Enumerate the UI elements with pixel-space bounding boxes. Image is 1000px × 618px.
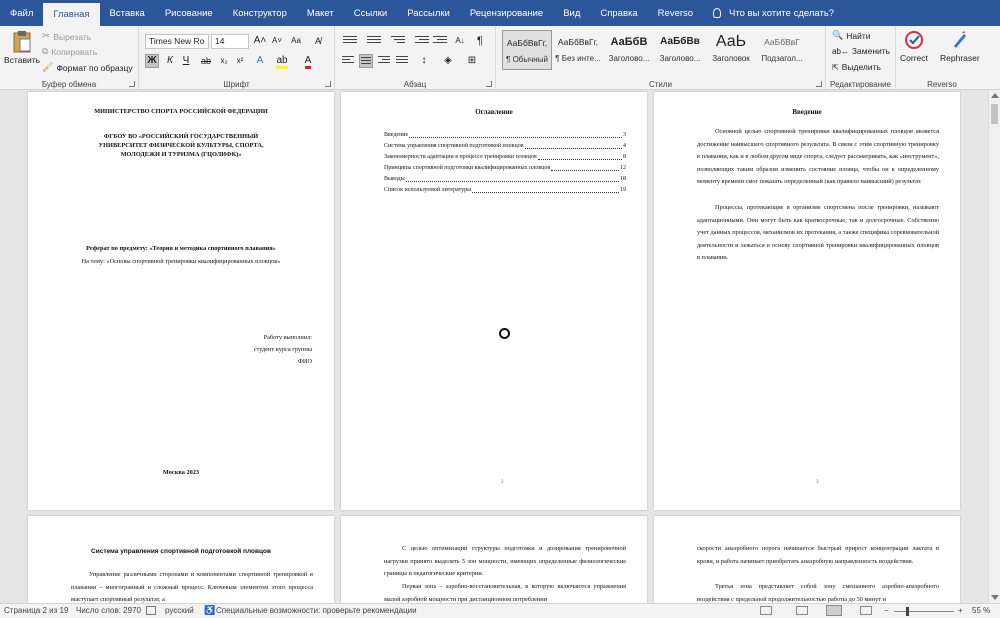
style-tile[interactable] [553, 30, 603, 70]
clipboard-group [0, 26, 139, 90]
reverso-group [896, 26, 988, 90]
vertical-scrollbar[interactable] [988, 90, 1000, 603]
student-line: студент курса группы [253, 346, 312, 353]
replace-label: Заменить [851, 46, 891, 56]
subject-line: Реферат по предмету: «Теория и методика спортивного плавания» [86, 245, 276, 252]
toc-leader-dots [551, 163, 619, 171]
rephraser-pen-icon [950, 30, 970, 50]
scroll-down-icon[interactable] [991, 595, 999, 600]
status-bar [0, 603, 1000, 618]
show-marks-icon[interactable]: ¶ [477, 35, 483, 47]
topic-line: На тему: «Основы спортивной тренировки квалифицированных пловцов» [81, 258, 281, 265]
paragraph-group [335, 26, 496, 90]
paste-label: Вставить [4, 55, 41, 65]
zoom-slider[interactable] [894, 611, 954, 612]
toc-page[interactable] [341, 92, 647, 510]
styles-launcher-icon[interactable] [816, 81, 822, 87]
toc-entry[interactable] [384, 130, 626, 141]
style-preview: АаБбВвГ [764, 37, 800, 47]
style-preview: АаБбВвГг, [557, 37, 599, 47]
rephraser-button[interactable] [940, 30, 980, 63]
reverso-group-label: Reverso [927, 80, 957, 89]
toc-entry-title: Список используемой литературы [384, 187, 472, 193]
cut-button[interactable] [42, 31, 91, 42]
toc-leader-dots [525, 141, 622, 149]
toc-entry-title: Закономерности адаптации в процессе тренировки пловцов [384, 154, 537, 160]
style-name: ¶ Обычный [506, 55, 548, 64]
copy-icon: ⧉ [42, 46, 49, 56]
print-layout-icon[interactable] [826, 605, 842, 616]
copy-label: Копировать [51, 46, 98, 57]
font-group-label: Шрифт [223, 80, 250, 89]
styles-group [496, 26, 826, 90]
font-name-box[interactable]: Times New Ro [145, 34, 209, 49]
style-preview: АаЬ [715, 33, 747, 50]
cut-label: Вырезать [53, 31, 92, 42]
language[interactable]: русский [165, 606, 194, 615]
font-size-box[interactable]: 14 [211, 34, 249, 49]
ministry-heading: МИНИСТЕРСТВО СПОРТА РОССИЙСКОЙ ФЕДЕРАЦИИ [94, 108, 268, 115]
editing-group-label: Редактирование [830, 80, 891, 89]
intro-page[interactable] [654, 92, 960, 510]
toc-entry[interactable] [384, 152, 626, 163]
select-button[interactable] [832, 62, 881, 72]
find-button[interactable] [832, 30, 870, 41]
text-effects-icon[interactable]: A [256, 55, 264, 66]
tab-6[interactable]: Ссылки [353, 7, 388, 19]
tab-11[interactable]: Reverso [657, 7, 694, 19]
sort-icon[interactable]: A↓ [455, 36, 465, 45]
grow-font-icon[interactable]: A˄ [253, 35, 267, 46]
decrease-indent-icon[interactable] [415, 36, 429, 48]
proofing-icon[interactable] [146, 606, 156, 615]
toc-entry-page: 19 [620, 187, 626, 193]
word-count[interactable]: Число слов: 2970 [76, 606, 141, 615]
zoom-in-icon[interactable]: + [958, 606, 963, 615]
style-name: ¶ Без инте... [555, 54, 601, 63]
replace-icon: ab↔ [832, 46, 849, 56]
replace-button[interactable] [832, 46, 890, 56]
toc-entry-page: 18 [620, 176, 626, 182]
tab-4[interactable]: Конструктор [232, 7, 287, 19]
accessibility-status[interactable]: Специальные возможности: проверьте рекомендации [216, 606, 417, 615]
tab-3[interactable]: Рисование [164, 7, 213, 19]
scissors-icon: ✂ [42, 31, 51, 42]
style-tile[interactable] [757, 30, 807, 70]
ribbon-tab-bar [0, 0, 1000, 26]
format-painter-button[interactable] [42, 62, 133, 73]
bullets-icon[interactable] [343, 36, 357, 48]
tab-10[interactable]: Справка [600, 7, 638, 19]
select-cursor-icon: ⇱ [832, 62, 839, 72]
style-name: Заголово... [608, 54, 650, 63]
rephraser-label: Rephraser [940, 53, 980, 63]
italic-button[interactable]: К [167, 55, 173, 66]
borders-icon[interactable]: ⊞ [467, 55, 477, 66]
style-tile[interactable] [706, 30, 756, 70]
toc-leader-dots [472, 185, 619, 193]
tell-me-box[interactable] [703, 0, 834, 26]
tab-8[interactable]: Рецензирование [469, 7, 544, 19]
city-year: Москва 2023 [162, 469, 200, 476]
find-label: Найти [846, 30, 871, 41]
page-6-text-2: Третья зона представляет собой зону смешанного аэробно-анаэробного воздействия с предельной продолжительностью работы до 30 минут и [697, 583, 939, 603]
correct-button[interactable] [900, 30, 928, 63]
page-5[interactable] [341, 516, 647, 603]
intro-page-number: 3 [816, 480, 819, 485]
multilevel-list-icon[interactable] [391, 36, 405, 48]
page-5-text-2: Первая зона – аэробно-восстановительная, в которую включаются упражнения малой аэробной мощности при дистанционном потреблении [384, 583, 626, 603]
performed-line: Работу выполнил: [263, 334, 312, 341]
highlight-icon[interactable]: ab [275, 54, 289, 68]
format-painter-label: Формат по образцу [56, 62, 133, 73]
change-case-icon[interactable]: Аа [291, 36, 301, 45]
toc-entry-title: Введение [384, 132, 409, 138]
toc-entry-title: Принципы спортивной подготовки квалифицированных пловцов [384, 165, 551, 171]
correct-label: Correct [900, 53, 928, 63]
intro-heading: Введение [792, 108, 822, 116]
toc-list [384, 130, 626, 196]
style-preview: АаБбВвГг, [506, 38, 548, 48]
paragraph-launcher-icon[interactable] [486, 81, 492, 87]
search-icon: 🔍 [832, 30, 844, 40]
clipboard-icon [12, 30, 32, 54]
justify-button[interactable] [395, 54, 409, 68]
lightbulb-icon [713, 8, 721, 18]
intro-paragraph-1: Основной целью спортивной тренировки квалифицированных пловцов является достижение наивысшего спортивного результата. В связи с этим спортивную тренировку в плавании, как и в любом другом виде спорта, следует рассматривать, как «инструмент», позволяющих таким образом изменить состояние пловца, чтобы он к определенному моменту времени смог показать определенный (как правило наивысший) результат. [697, 128, 939, 185]
toc-entry[interactable] [384, 141, 626, 152]
style-name: Заголовок [712, 54, 750, 63]
zoom-level[interactable]: 55 % [972, 606, 991, 615]
university-heading: ФГБОУ ВО «РОССИЙСКИЙ ГОСУДАРСТВЕННЫЙ УНИВЕРСИТЕТ ФИЗИЧЕСКОЙ КУЛЬТУРЫ, СПОРТА, МОЛОДЕЖИ И ТУРИЗМА (ГЦОЛИФК)» [98, 133, 264, 158]
toc-entry-title: Система управления спортивной подготовкой пловцов [384, 143, 524, 149]
page-4[interactable] [28, 516, 334, 603]
loading-spinner-icon [499, 328, 510, 339]
toc-entry-page: 3 [623, 132, 626, 138]
zoom-slider-thumb[interactable] [906, 607, 909, 616]
numbering-icon[interactable] [367, 36, 381, 48]
toc-page-number: 2 [501, 480, 504, 485]
tab-5[interactable]: Макет [306, 7, 334, 19]
section-heading-4: Система управления спортивной подготовкой пловцов [91, 548, 271, 555]
style-name: Подзагол... [761, 54, 803, 63]
style-tile[interactable] [655, 30, 705, 70]
title-page[interactable] [28, 92, 334, 510]
superscript-button[interactable]: x² [236, 56, 244, 65]
editing-group [826, 26, 896, 90]
clipboard-launcher-icon[interactable] [129, 81, 135, 87]
line-spacing-icon[interactable]: ↕ [421, 55, 427, 66]
toc-leader-dots [406, 174, 619, 182]
toc-heading: Оглавление [475, 108, 513, 116]
select-label: Выделить [841, 62, 881, 72]
styles-group-label: Стили [648, 80, 673, 89]
toc-leader-dots [538, 152, 622, 160]
font-color-icon[interactable]: A [301, 54, 315, 68]
tell-me-text: Что вы хотите сделать? [729, 7, 835, 19]
tab-2[interactable]: Вставка [109, 7, 145, 19]
toc-entry[interactable] [384, 185, 626, 196]
toc-entry-page: 4 [623, 143, 626, 149]
toc-entry-title: Выводы [384, 176, 405, 182]
strikethrough-button[interactable]: ab [200, 56, 211, 66]
page-6[interactable] [654, 516, 960, 603]
fio-line: ФИО [297, 358, 312, 365]
ribbon [0, 26, 1000, 90]
page-6-text-1: скорости анаэробного порога начинается быстрый прирост концентрации лактата в крови, и работа начинает приобретать анаэробную направленность воздействия. [697, 545, 939, 565]
paintbrush-icon: 🖌 [42, 62, 54, 72]
tab-7[interactable]: Рассылки [407, 7, 450, 19]
clipboard-group-label: Буфер обмена [41, 80, 97, 89]
toc-entry-page: 12 [620, 165, 626, 171]
ribbon-tabs [0, 0, 703, 26]
align-center-button[interactable] [359, 54, 373, 68]
subscript-button[interactable]: x₂ [220, 56, 228, 65]
tab-1[interactable]: Главная [43, 3, 99, 26]
web-layout-icon[interactable] [860, 606, 872, 615]
style-tile[interactable] [502, 30, 552, 70]
bold-button[interactable]: Ж [145, 54, 159, 68]
zoom-out-icon[interactable]: − [884, 606, 889, 615]
page-4-text: Управление различными сторонами и компонентами спортивной тренировкой в плавании – многогранный и сложный процесс. Ключевым элементом этого процесса выступает спортивный результат, а [71, 571, 313, 603]
accessibility-icon[interactable]: ♿ [204, 605, 216, 615]
paste-button[interactable] [4, 30, 40, 65]
font-group [139, 26, 335, 90]
style-name: Заголово... [659, 54, 701, 63]
page-5-text-1: С целью оптимизации структуры подготовки и дозирования тренировочной нагрузки принято выделять 5 зон мощности, имеющих определенные физиологические границы и педагогические критерии. [384, 545, 626, 577]
scroll-thumb[interactable] [991, 104, 998, 124]
toc-entry[interactable] [384, 163, 626, 174]
read-mode-icon[interactable] [796, 606, 808, 615]
document-area[interactable] [0, 90, 1000, 603]
scroll-up-icon[interactable] [991, 93, 999, 98]
toc-entry[interactable] [384, 174, 626, 185]
underline-button[interactable]: Ч [182, 55, 190, 66]
font-launcher-icon[interactable] [325, 81, 331, 87]
shrink-font-icon[interactable]: A˅ [271, 36, 282, 45]
tab-0[interactable]: Файл [10, 7, 34, 19]
style-tile[interactable] [604, 30, 654, 70]
copy-button[interactable] [42, 46, 97, 57]
check-icon [904, 30, 924, 50]
focus-mode-icon[interactable] [760, 606, 772, 615]
style-preview: АаБбВв [660, 36, 700, 47]
clear-formatting-icon[interactable]: A̸ [314, 36, 321, 46]
shading-icon[interactable]: ◈ [444, 55, 452, 66]
align-right-button[interactable] [377, 54, 391, 68]
tab-9[interactable]: Вид [563, 7, 581, 19]
toc-entry-page: 8 [623, 154, 626, 160]
align-left-button[interactable] [341, 54, 355, 68]
intro-paragraph-2: Процессы, протекающие в организме спортсмена после тренировки, называют адаптационными. Они могут быть как краткосрочные, так и долгосрочные. Собственно учет данных процессов, механизмов их протекания, а также специфика соревновательной деятельности и лежаться в основу спортивной тренировки квалифицированных пловцов в плавании. [697, 204, 939, 261]
style-preview: АаБбВ [610, 36, 648, 48]
paragraph-group-label: Абзац [403, 80, 427, 89]
page-counter[interactable]: Страница 2 из 19 [4, 606, 69, 615]
toc-leader-dots [409, 130, 622, 138]
increase-indent-icon[interactable] [433, 36, 447, 48]
